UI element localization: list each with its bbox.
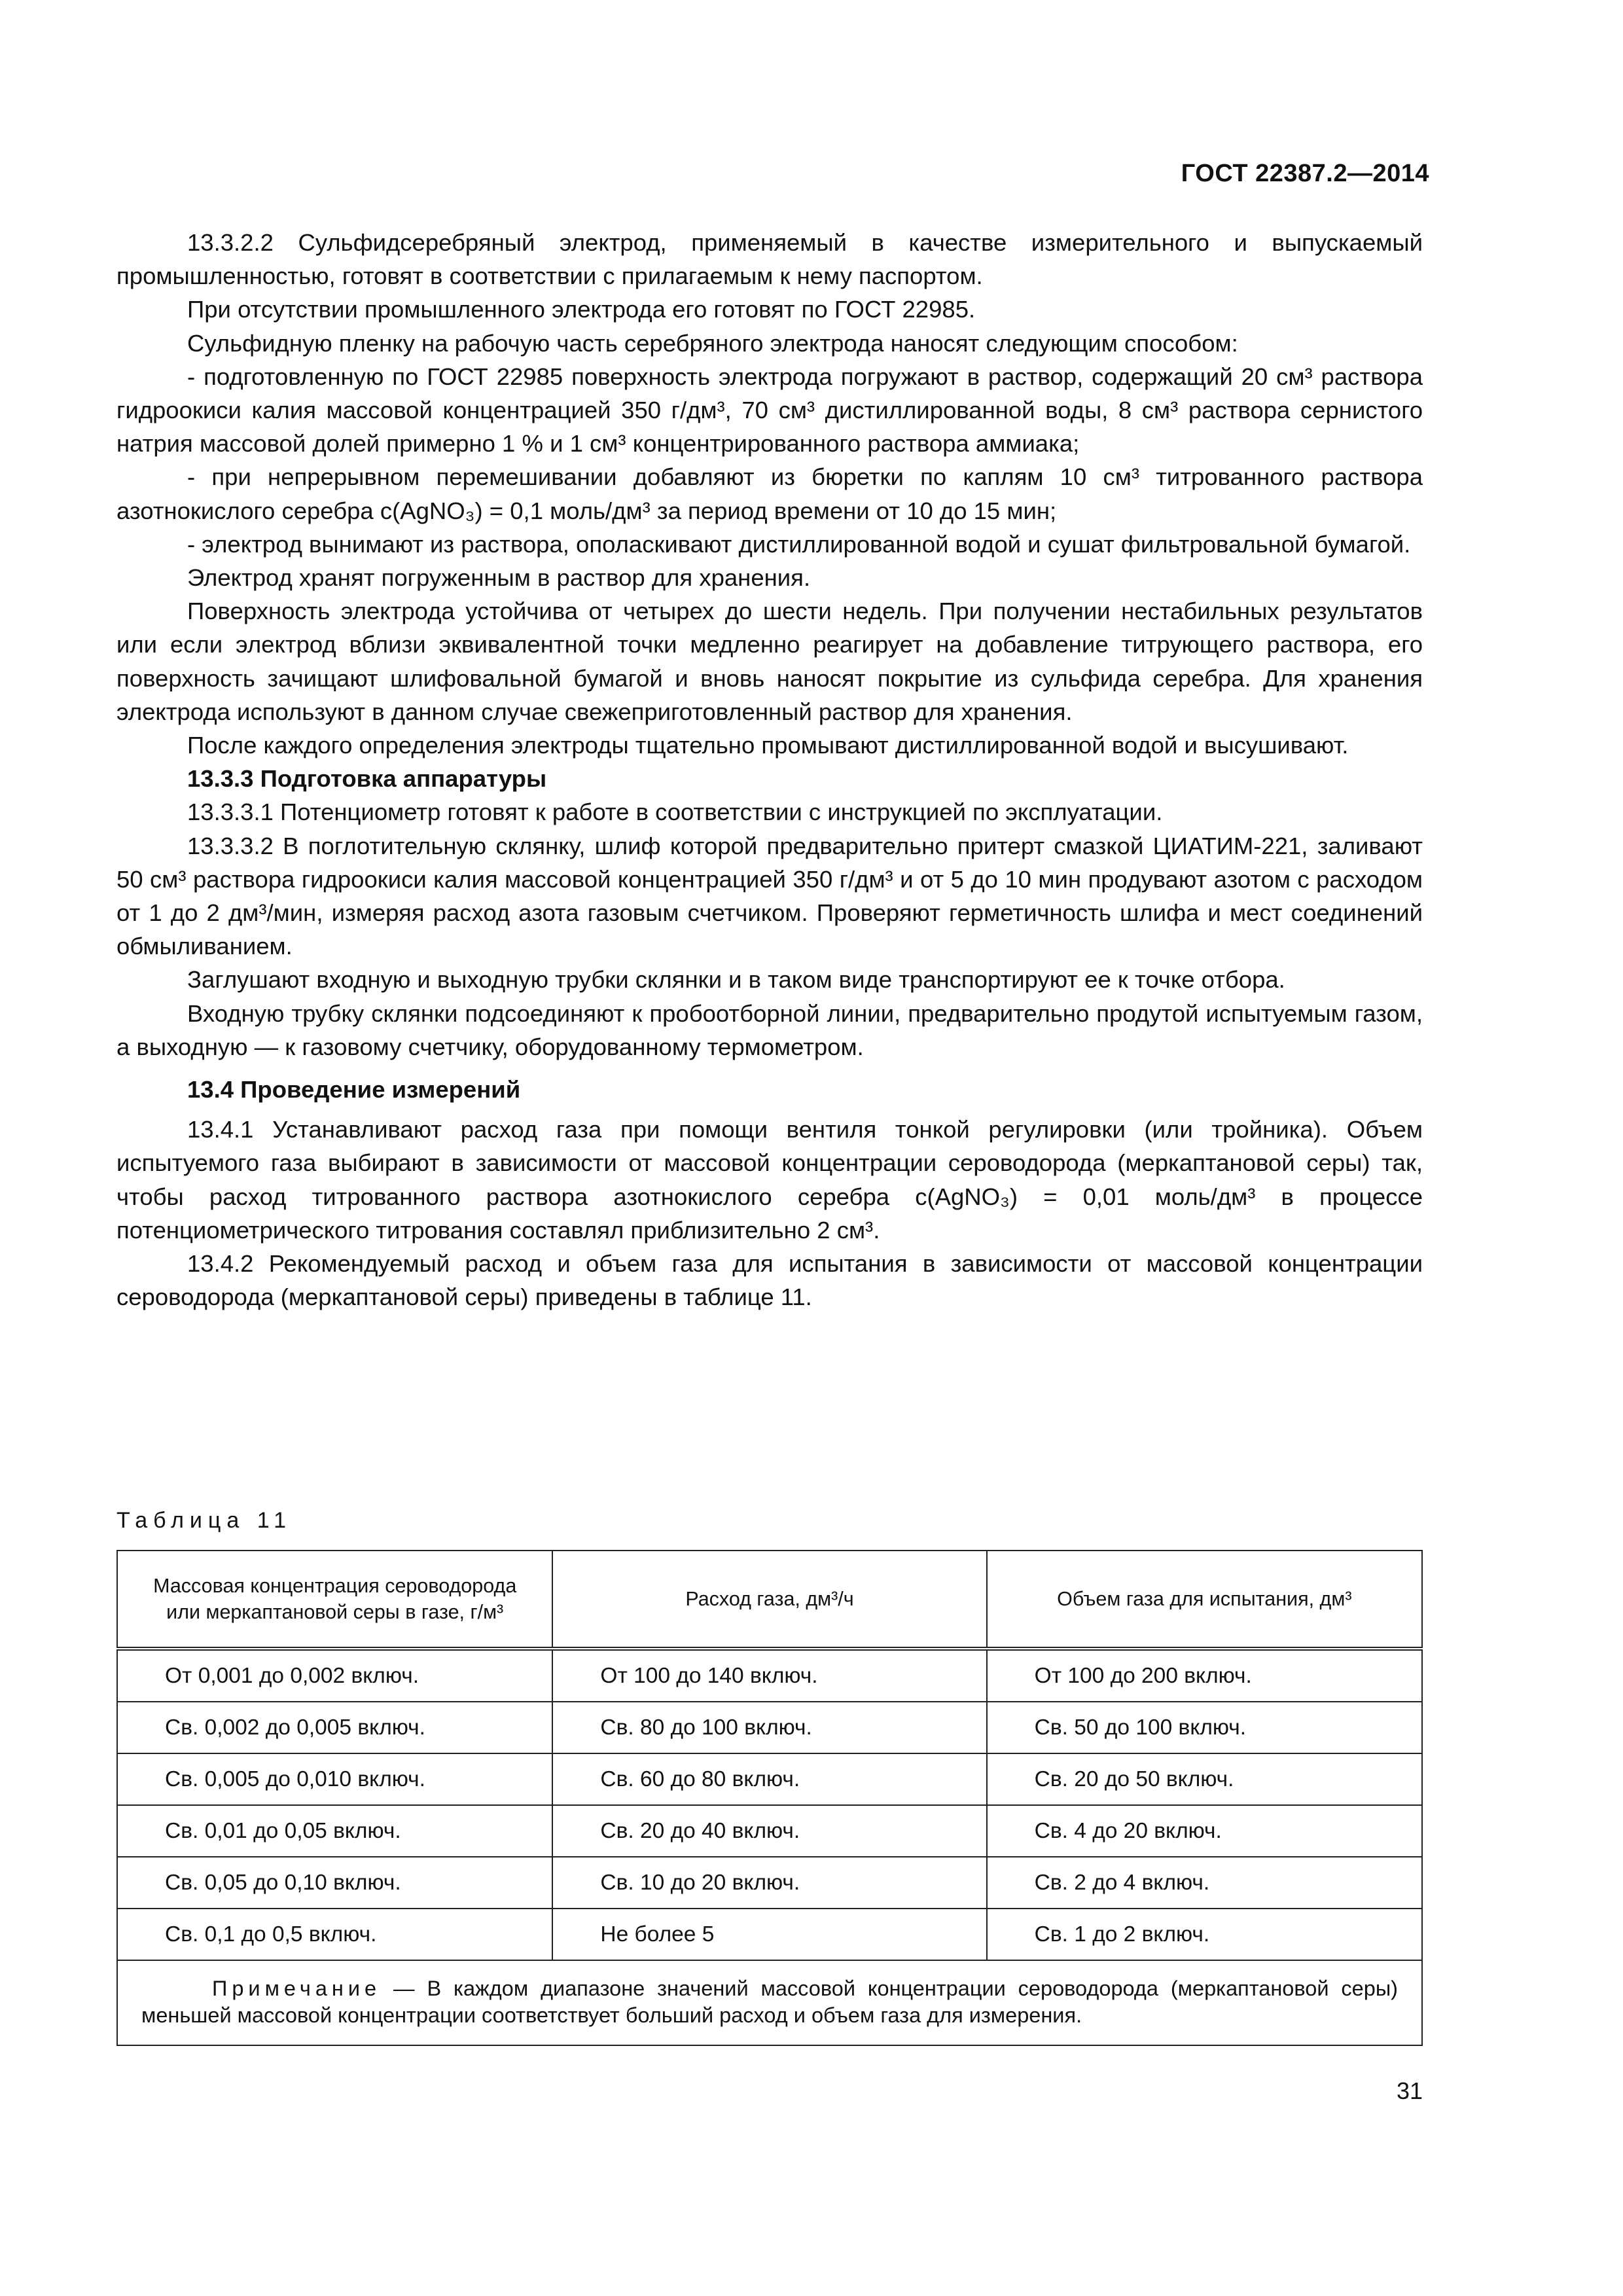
table-cell: Св. 1 до 2 включ. — [987, 1909, 1422, 1960]
table-cell: Св. 60 до 80 включ. — [552, 1753, 986, 1805]
paragraph: Входную трубку склянки подсоединяют к пробоотборной линии, предварительно продутой испытуемым газом, а выходную — к газовому счетчику, оборудованному термометром. — [116, 999, 1423, 1060]
data-table — [116, 1550, 1423, 2046]
document-body — [116, 226, 1423, 1314]
table-cell: Св. 50 до 100 включ. — [987, 1702, 1422, 1753]
section-heading: 13.3.3 Подготовка аппаратуры — [187, 765, 547, 793]
table-cell: Св. 20 до 40 включ. — [552, 1805, 986, 1857]
table-header-row — [117, 1551, 1422, 1649]
document-code: ГОСТ 22387.2—2014 — [1181, 160, 1429, 187]
table-row — [117, 1753, 1422, 1805]
paragraph: При отсутствии промышленного электрода его готовят по ГОСТ 22985. — [187, 296, 976, 323]
table-cell: Св. 0,05 до 0,10 включ. — [117, 1857, 552, 1909]
note-label: Примечание — [212, 1977, 382, 2000]
table-note — [117, 1960, 1422, 2045]
table-row — [117, 1909, 1422, 1960]
table-cell: Св. 10 до 20 включ. — [552, 1857, 986, 1909]
header-gas-flow: Расход газа, дм³/ч — [552, 1551, 986, 1649]
paragraph: 13.3.3.1 Потенциометр готовят к работе в соответствии с инструкцией по эксплуатации. — [187, 798, 1163, 826]
paragraph: После каждого определения электроды тщательно промывают дистиллированной водой и высушивают. — [187, 732, 1349, 759]
table-cell: Св. 2 до 4 включ. — [987, 1857, 1422, 1909]
table-cell: Не более 5 — [552, 1909, 986, 1960]
table-cell: Св. 0,01 до 0,05 включ. — [117, 1805, 552, 1857]
paragraph: Поверхность электрода устойчива от четырех до шести недель. При получении нестабильных результатов или если электрод вблизи эквивалентной точки медленно реагирует на добавление титрующего раствора, его поверхность зачищают шлифовальной бумагой и вновь наносят покрытие из сульфида серебра. Для хранения электрода используют в данном случае свежеприготовленный раствор для хранения. — [116, 598, 1423, 725]
paragraph: Сульфидную пленку на рабочую часть серебряного электрода наносят следующим способом: — [187, 329, 1238, 357]
header-gas-volume: Объем газа для испытания, дм³ — [987, 1551, 1422, 1649]
table-cell: Св. 4 до 20 включ. — [987, 1805, 1422, 1857]
table-row — [117, 1857, 1422, 1909]
table-cell: От 0,001 до 0,002 включ. — [117, 1649, 552, 1702]
table-note-row — [117, 1960, 1422, 2045]
table-cell: От 100 до 140 включ. — [552, 1649, 986, 1702]
paragraph: 13.4.1 Устанавливают расход газа при помощи вентиля тонкой регулировки (или тройника). Объем испытуемого газа выбирают в зависимости от массовой концентрации сероводорода (меркаптановой серы) так, чтобы расход титрованного раствора азотнокислого серебра c(AgNO₃) = 0,01 моль/дм³ в процессе потенциометрического титрования составлял приблизительно 2 см³. — [116, 1116, 1423, 1244]
paragraph: 13.3.3.2 В поглотительную склянку, шлиф которой предварительно притерт смазкой ЦИАТИМ-221, заливают 50 см³ раствора гидроокиси калия массовой концентрацией 350 г/дм³ и от 5 до 10 мин продувают азотом с расходом от 1 до 2 дм³/мин, измеряя расход азота газовым счетчиком. Проверяют герметичность шлифа и мест соединений обмыливанием. — [116, 832, 1423, 960]
table-cell: Св. 80 до 100 включ. — [552, 1702, 986, 1753]
table-row — [117, 1702, 1422, 1753]
paragraph: Заглушают входную и выходную трубки склянки и в таком виде транспортируют ее к точке отбора. — [187, 966, 1285, 994]
page-number: 31 — [1396, 2077, 1423, 2104]
paragraph: - электрод вынимают из раствора, ополаскивают дистиллированной водой и сушат фильтровальной бумагой. — [187, 530, 1411, 558]
table-cell: Св. 20 до 50 включ. — [987, 1753, 1422, 1805]
paragraph: 13.3.2.2 Сульфидсеребряный электрод, применяемый в качестве измерительного и выпускаемый промышленностью, готовят в соответствии с прилагаемым к нему паспортом. — [116, 229, 1423, 290]
table-row — [117, 1649, 1422, 1702]
paragraph: - подготовленную по ГОСТ 22985 поверхность электрода погружают в раствор, содержащий 20 см³ раствора гидроокиси калия массовой концентрацией 350 г/дм³, 70 см³ дистиллированной воды, 8 см³ раствора сернистого натрия массовой долей примерно 1 % и 1 см³ концентрированного раствора аммиака; — [116, 363, 1423, 457]
header-concentration: Массовая концентрация сероводорода или меркаптановой серы в газе, г/м³ — [117, 1551, 552, 1649]
table-cell: Св. 0,002 до 0,005 включ. — [117, 1702, 552, 1753]
table-caption: Таблица 11 — [116, 1508, 293, 1533]
table-row — [117, 1805, 1422, 1857]
section-heading: 13.4 Проведение измерений — [187, 1076, 521, 1103]
paragraph: - при непрерывном перемешивании добавляют из бюретки по каплям 10 см³ титрованного раствора азотнокислого серебра c(AgNO₃) = 0,1 моль/дм³ за период времени от 10 до 15 мин; — [116, 463, 1423, 524]
paragraph: Электрод хранят погруженным в раствор для хранения. — [187, 564, 811, 592]
table-cell: Св. 0,1 до 0,5 включ. — [117, 1909, 552, 1960]
table-cell: От 100 до 200 включ. — [987, 1649, 1422, 1702]
paragraph: 13.4.2 Рекомендуемый расход и объем газа для испытания в зависимости от массовой концентрации сероводорода (меркаптановой серы) приведены в таблице 11. — [116, 1250, 1423, 1311]
table-cell: Св. 0,005 до 0,010 включ. — [117, 1753, 552, 1805]
note-text: — В каждом диапазоне значений массовой концентрации сероводорода (меркаптановой серы) меньшей массовой концентрации соответствует больший расход и объем газа для измерения. — [141, 1977, 1398, 2027]
